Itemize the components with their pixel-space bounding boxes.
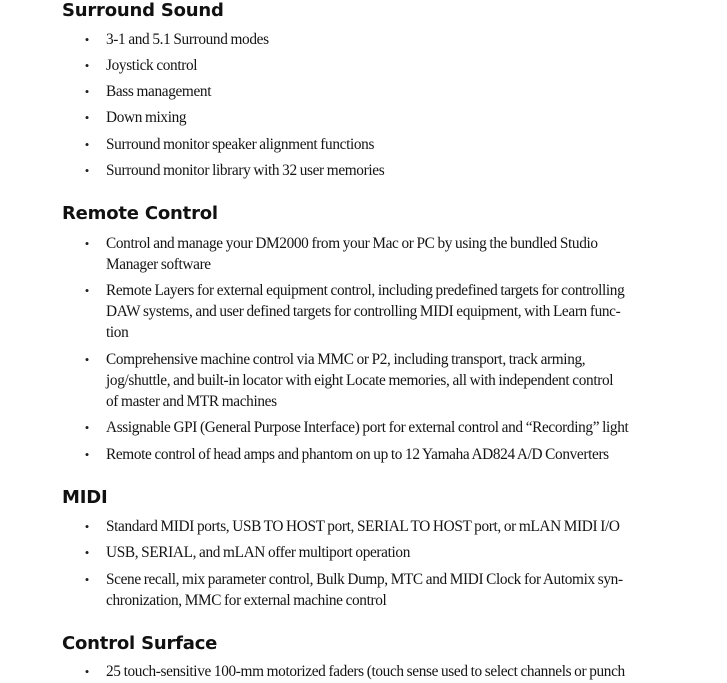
list-item	[0, 30, 727, 51]
bullet-icon: •	[84, 545, 90, 560]
list-item	[0, 445, 727, 466]
item-text: Bass management	[106, 83, 212, 100]
bullet-icon: •	[84, 352, 90, 367]
item-text: chronization, MMC for external machine control	[106, 591, 387, 609]
item-text: Standard MIDI ports, USB TO HOST port, SERIAL TO HOST port, or mLAN MIDI I/O	[106, 518, 620, 535]
bullet-icon: •	[84, 163, 90, 178]
bullet-icon: •	[84, 110, 90, 125]
bullet-icon: •	[84, 664, 90, 679]
item-text: tion	[106, 323, 129, 341]
list-item	[0, 135, 727, 156]
list-item	[0, 543, 727, 564]
item-text: 25 touch-sensitive 100-mm motorized faders (touch sense used to select channels or punch	[106, 663, 625, 680]
item-text: Comprehensive machine control via MMC or P2, including transport, track arming,	[106, 351, 586, 368]
section-heading: Remote Control	[62, 203, 218, 224]
section-heading: MIDI	[62, 487, 108, 508]
section-heading: Control Surface	[62, 633, 218, 654]
item-text: 3-1 and 5.1 Surround modes	[106, 31, 269, 48]
list-item	[0, 350, 727, 412]
bullet-icon: •	[84, 447, 90, 462]
list-item	[0, 281, 727, 343]
item-text: Remote control of head amps and phantom on up to 12 Yamaha AD824 A/D Converters	[106, 446, 609, 463]
item-text: Manager software	[106, 255, 211, 273]
list-item	[0, 56, 727, 77]
item-text: Joystick control	[106, 57, 198, 74]
list-item	[0, 418, 727, 439]
bullet-icon: •	[84, 420, 90, 435]
item-text: Control and manage your DM2000 from your Mac or PC by using the bundled Studio	[106, 235, 598, 252]
bullet-icon: •	[84, 84, 90, 99]
bullet-icon: •	[84, 32, 90, 47]
section-heading: Surround Sound	[62, 0, 224, 21]
item-text: Surround monitor library with 32 user memories	[106, 162, 385, 179]
item-text: Scene recall, mix parameter control, Bulk Dump, MTC and MIDI Clock for Automix syn-	[106, 571, 623, 588]
bullet-icon: •	[84, 283, 90, 298]
item-text: USB, SERIAL, and mLAN offer multiport operation	[106, 544, 411, 561]
item-text: DAW systems, and user defined targets for controlling MIDI equipment, with Learn func-	[106, 302, 621, 320]
bullet-icon: •	[84, 137, 90, 152]
item-text: Remote Layers for external equipment control, including predefined targets for controlling	[106, 282, 625, 299]
item-text: of master and MTR machines	[106, 392, 277, 410]
list-item	[0, 234, 727, 276]
list-item	[0, 108, 727, 129]
bullet-icon: •	[84, 58, 90, 73]
list-item	[0, 82, 727, 103]
item-text: Surround monitor speaker alignment functions	[106, 136, 375, 153]
bullet-icon: •	[84, 519, 90, 534]
list-item	[0, 570, 727, 612]
list-item	[0, 161, 727, 182]
item-text: Assignable GPI (General Purpose Interface) port for external control and “Recording” light	[106, 419, 629, 436]
bullet-icon: •	[84, 236, 90, 251]
bullet-icon: •	[84, 572, 90, 587]
item-text: jog/shuttle, and built-in locator with eight Locate memories, all with independent control	[106, 371, 614, 389]
item-text: Down mixing	[106, 109, 187, 126]
list-item	[0, 517, 727, 538]
